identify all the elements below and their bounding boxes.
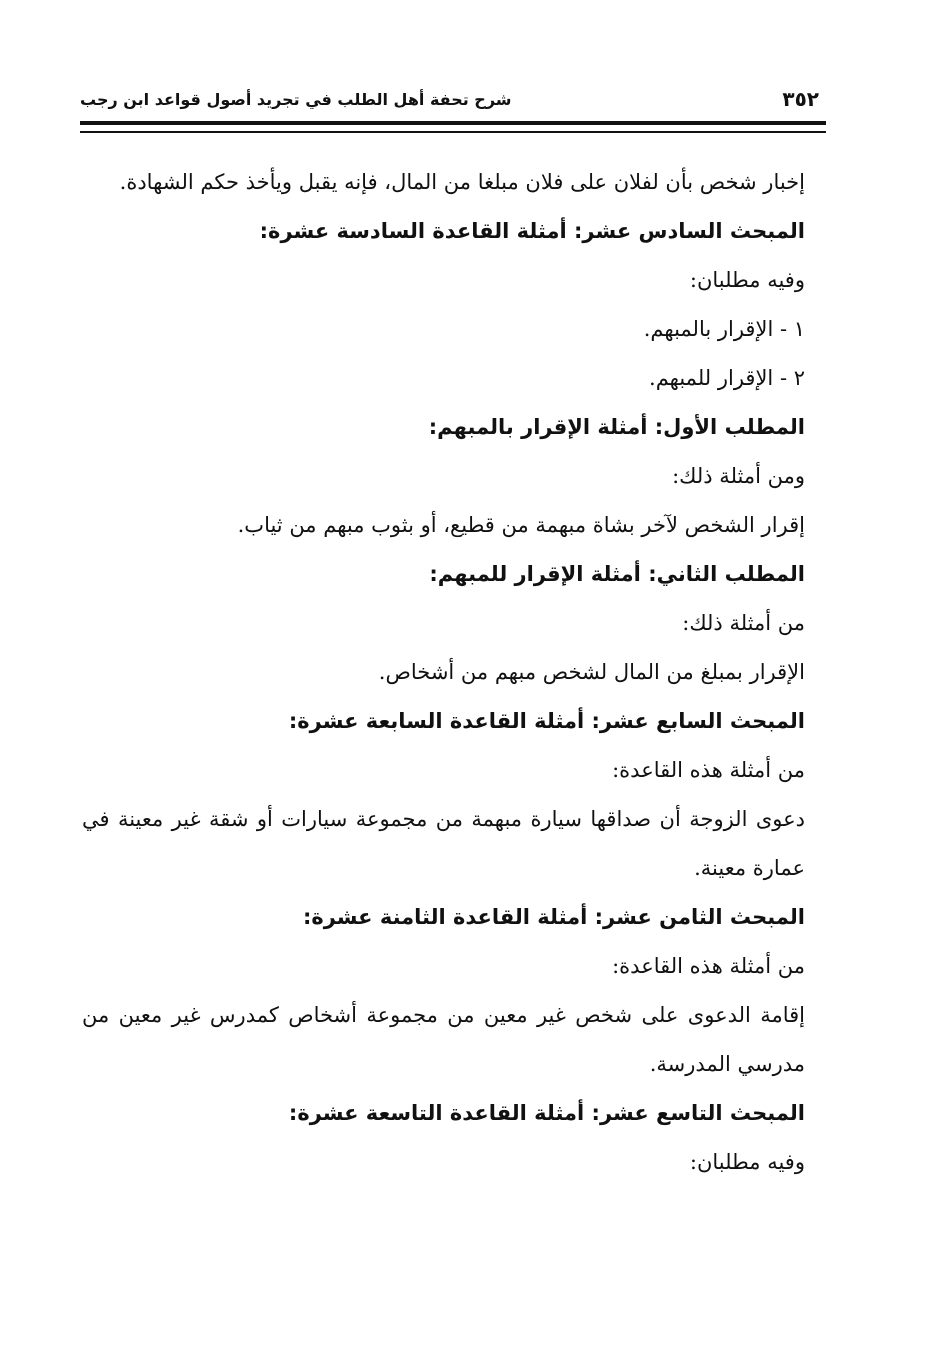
list-item: ١ - الإقرار بالمبهم. (643, 317, 805, 341)
paragraph: إخبار شخص بأن لفلان على فلان مبلغا من المال، فإنه يقبل ويأخذ حكم الشهادة. (119, 170, 805, 194)
paragraph: إقامة الدعوى على شخص غير معين من مجموعة أشخاص كمدرس غير معين من مدرسي المدرسة. (82, 1003, 805, 1076)
section-heading: المبحث السادس عشر: أمثلة القاعدة السادسة عشرة: (259, 219, 805, 243)
section-heading: المبحث السابع عشر: أمثلة القاعدة السابعة عشرة: (288, 709, 805, 733)
list-item: ٢ - الإقرار للمبهم. (649, 366, 805, 390)
paragraph: إقرار الشخص لآخر بشاة مبهمة من قطيع، أو بثوب مبهم من ثياب. (237, 513, 805, 537)
paragraph: دعوى الزوجة أن صداقها سيارة مبهمة من مجموعة سيارات أو شقة غير معينة في عمارة معينة. (82, 807, 805, 880)
section-heading: المبحث الثامن عشر: أمثلة القاعدة الثامنة عشرة: (302, 905, 805, 929)
page-number: ٣٥٢ (782, 87, 819, 111)
book-title: شرح تحفة أهل الطلب في تجريد أصول قواعد ابن رجب (80, 89, 512, 109)
subsection-heading: المطلب الأول: أمثلة الإقرار بالمبهم: (428, 415, 805, 439)
paragraph: من أمثلة ذلك: (682, 611, 805, 635)
section-heading: المبحث التاسع عشر: أمثلة القاعدة التاسعة عشرة: (288, 1101, 805, 1125)
running-header (80, 82, 819, 116)
body-text (82, 158, 805, 1187)
header-rule-thin (80, 131, 826, 133)
subsection-heading: المطلب الثاني: أمثلة الإقرار للمبهم: (429, 562, 805, 586)
paragraph: وفيه مطلبان: (689, 268, 805, 292)
paragraph: وفيه مطلبان: (689, 1150, 805, 1174)
header-rule-thick (80, 121, 826, 125)
paragraph: الإقرار بمبلغ من المال لشخص مبهم من أشخاص. (378, 660, 805, 684)
paragraph: ومن أمثلة ذلك: (672, 464, 805, 488)
paragraph: من أمثلة هذه القاعدة: (612, 954, 805, 978)
paragraph: من أمثلة هذه القاعدة: (612, 758, 805, 782)
